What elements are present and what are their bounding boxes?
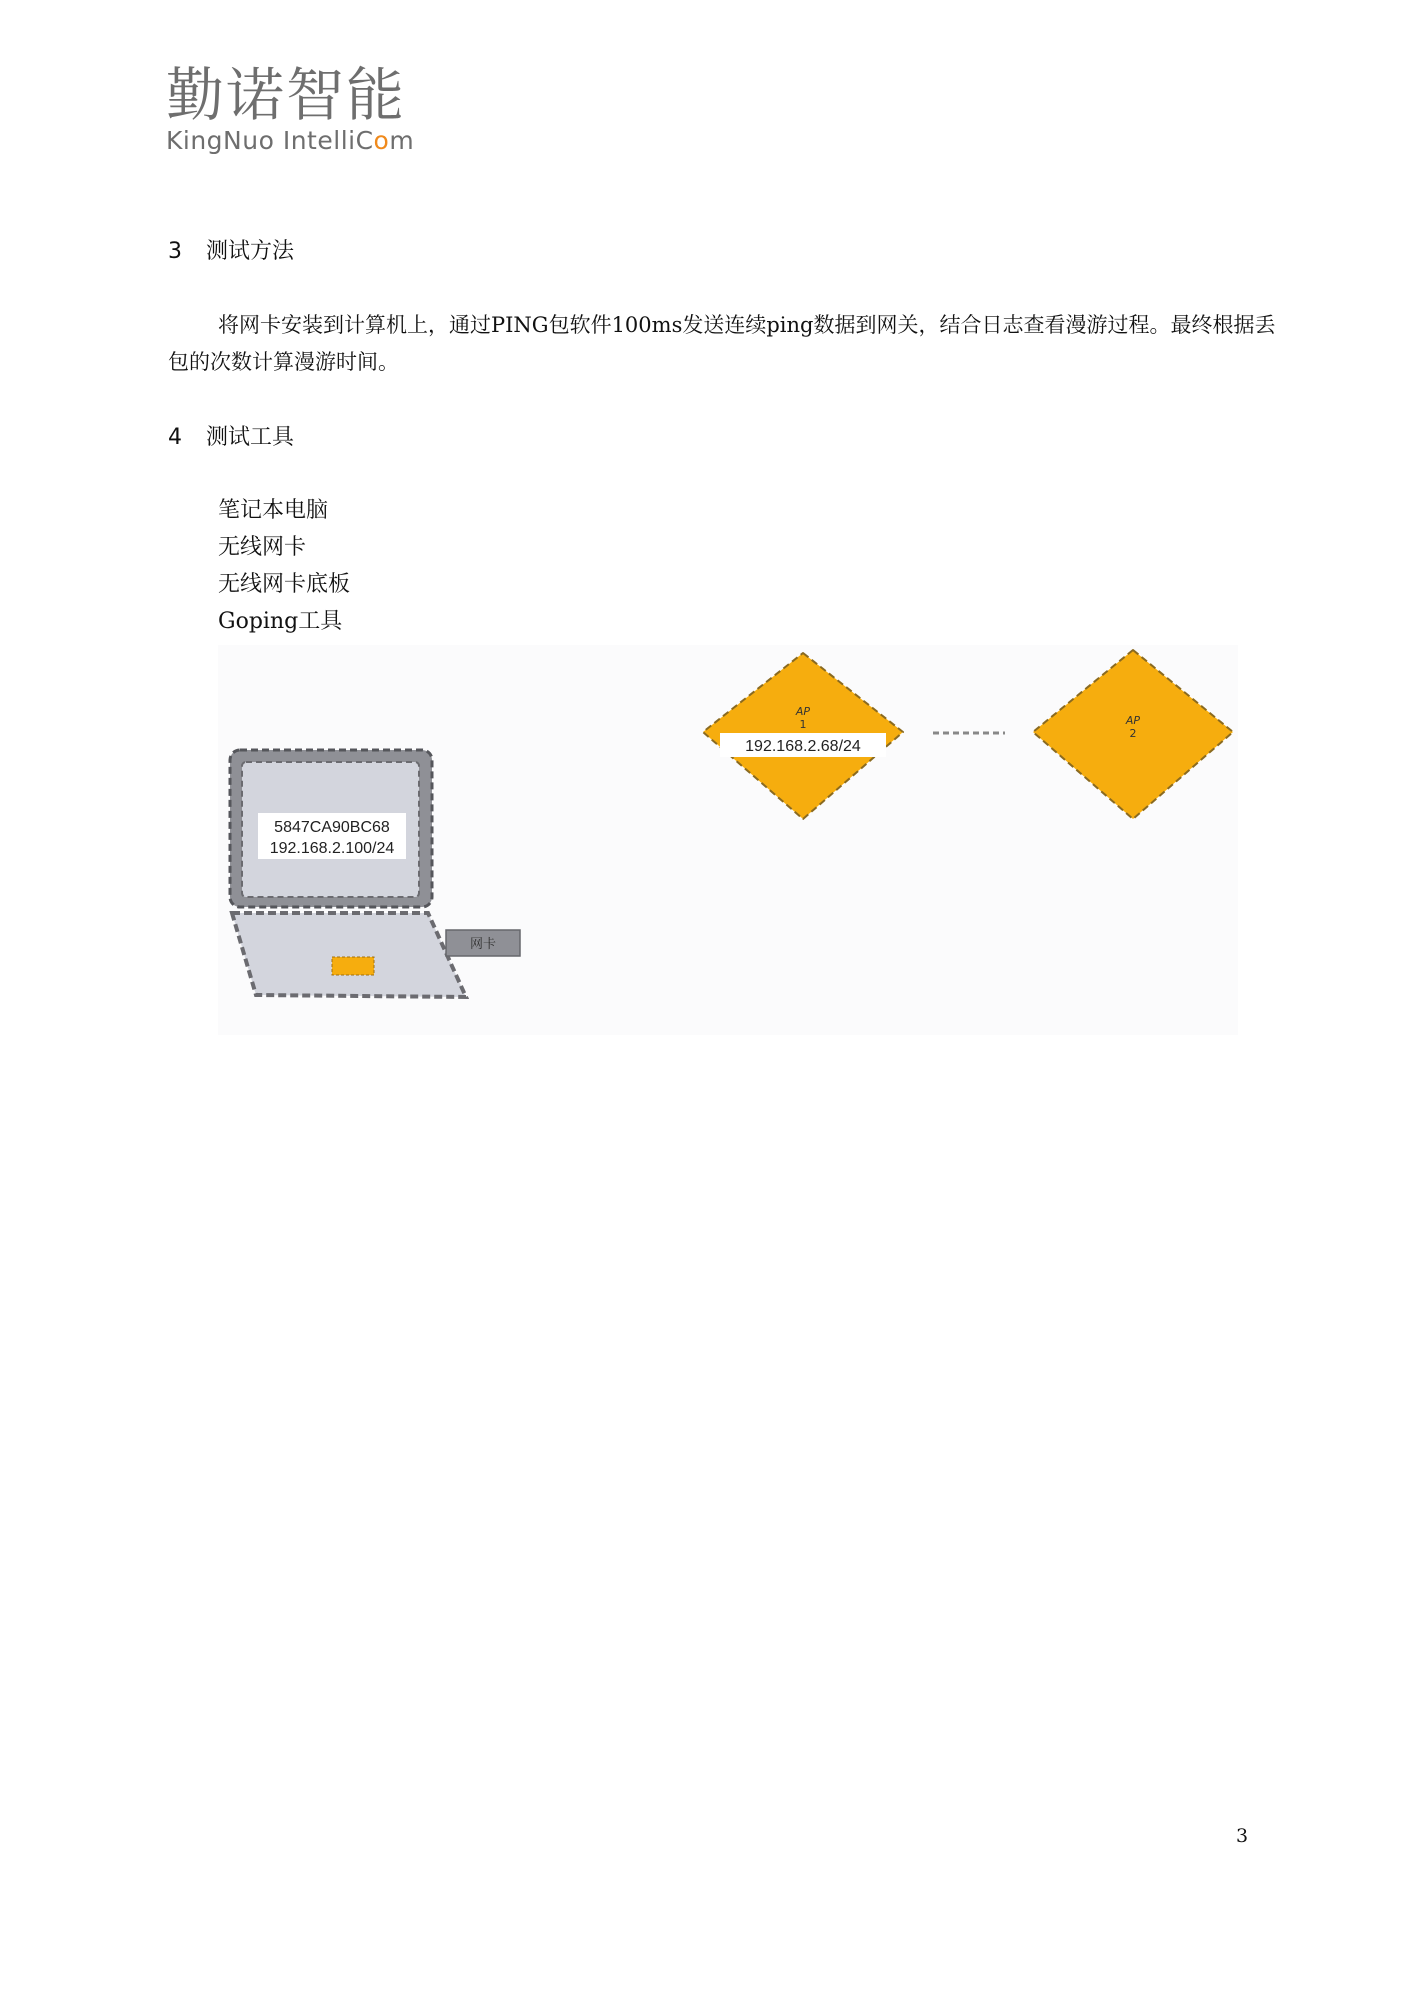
nic-label: 网卡 <box>469 937 497 952</box>
ap2-number: 2 <box>1129 727 1137 740</box>
section-3-heading <box>168 238 294 266</box>
laptop-mac-label: 5847CA90BC68 <box>274 819 390 836</box>
nic-dongle <box>446 930 520 956</box>
section-3-paragraph: 将网卡安装到计算机上，通过PING包软件100ms发送连续ping数据到网关，结合日志查看漫游过程。最终根据丢包的次数计算漫游时间。 <box>168 313 1276 374</box>
tool-list <box>218 492 350 640</box>
logo-en-suffix: m <box>389 126 415 155</box>
access-point-1 <box>703 653 903 819</box>
ap2-label: AP <box>1125 714 1141 727</box>
section-4-heading <box>168 424 294 452</box>
access-point-2 <box>1033 650 1233 819</box>
network-diagram-svg <box>218 645 1238 1035</box>
section-4-number: 4 <box>168 425 182 450</box>
tool-item: 无线网卡底板 <box>218 572 351 597</box>
logo-en-accent: o <box>373 126 390 155</box>
laptop <box>230 750 466 997</box>
ap1-number: 1 <box>799 718 807 731</box>
laptop-keyboard-base <box>232 913 466 997</box>
tool-item: 无线网卡 <box>218 535 307 560</box>
logo-english <box>166 126 414 156</box>
network-diagram <box>218 645 1238 1035</box>
company-logo <box>166 62 414 156</box>
section-3-title: 测试方法 <box>206 239 295 264</box>
section-4-title: 测试工具 <box>206 425 295 450</box>
tool-item: Goping工具 <box>218 609 343 634</box>
laptop-touchpad <box>332 957 374 975</box>
laptop-ip-label: 192.168.2.100/24 <box>269 840 395 857</box>
logo-en-prefix: KingNuo IntelliC <box>166 126 374 155</box>
page-number: 3 <box>1236 1825 1249 1847</box>
ap1-label: AP <box>795 705 811 718</box>
logo-chinese: 勤诺智能 <box>166 61 407 129</box>
section-3-number: 3 <box>168 239 182 264</box>
ap1-ip-label: 192.168.2.68/24 <box>745 738 861 755</box>
tool-item: 笔记本电脑 <box>218 498 329 523</box>
